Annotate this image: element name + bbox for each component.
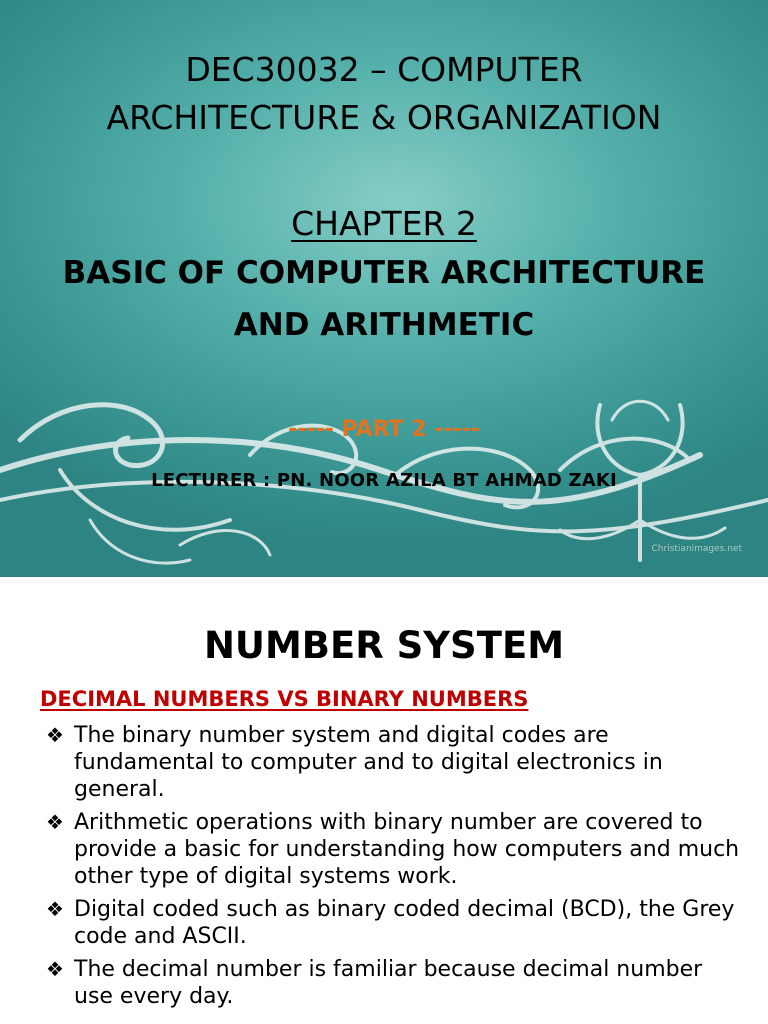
content-slide xyxy=(0,577,768,1024)
course-title-line2: ARCHITECTURE & ORGANIZATION xyxy=(106,98,662,137)
diamond-bullet-icon: ❖ xyxy=(46,723,64,747)
chapter-label: CHAPTER 2 xyxy=(291,204,477,243)
diamond-bullet-icon: ❖ xyxy=(46,957,64,981)
list-item xyxy=(44,896,744,950)
list-item xyxy=(44,722,744,803)
bullet-list xyxy=(44,722,744,1016)
bullet-text: Digital coded such as binary coded decimal (BCD), the Grey code and ASCII. xyxy=(74,897,735,949)
part-label: ----- PART 2 ----- xyxy=(288,417,480,442)
bullet-text: The decimal number is familiar because decimal number use every day. xyxy=(74,957,703,1009)
list-item xyxy=(44,956,744,1010)
chapter-subtitle-line2: AND ARITHMETIC xyxy=(233,307,535,343)
watermark: Christianimages.net xyxy=(651,544,742,554)
slide-heading: NUMBER SYSTEM xyxy=(203,624,565,667)
diamond-bullet-icon: ❖ xyxy=(46,897,64,921)
course-title-line1: DEC30032 – COMPUTER xyxy=(185,50,583,89)
diamond-bullet-icon: ❖ xyxy=(46,810,64,834)
section-subheading: DECIMAL NUMBERS VS BINARY NUMBERS xyxy=(40,687,529,711)
lecturer-name: LECTURER : PN. NOOR AZILA BT AHMAD ZAKI xyxy=(151,470,617,491)
bullet-text: Arithmetic operations with binary number are covered to provide a basic for understanding how computers and much other type of digital systems work. xyxy=(74,810,740,889)
bullet-text: The binary number system and digital codes are fundamental to computer and to digital electronics in general. xyxy=(74,723,663,802)
chapter-subtitle-line1: BASIC OF COMPUTER ARCHITECTURE xyxy=(62,255,706,291)
chapter-title xyxy=(0,204,768,244)
list-item xyxy=(44,809,744,890)
